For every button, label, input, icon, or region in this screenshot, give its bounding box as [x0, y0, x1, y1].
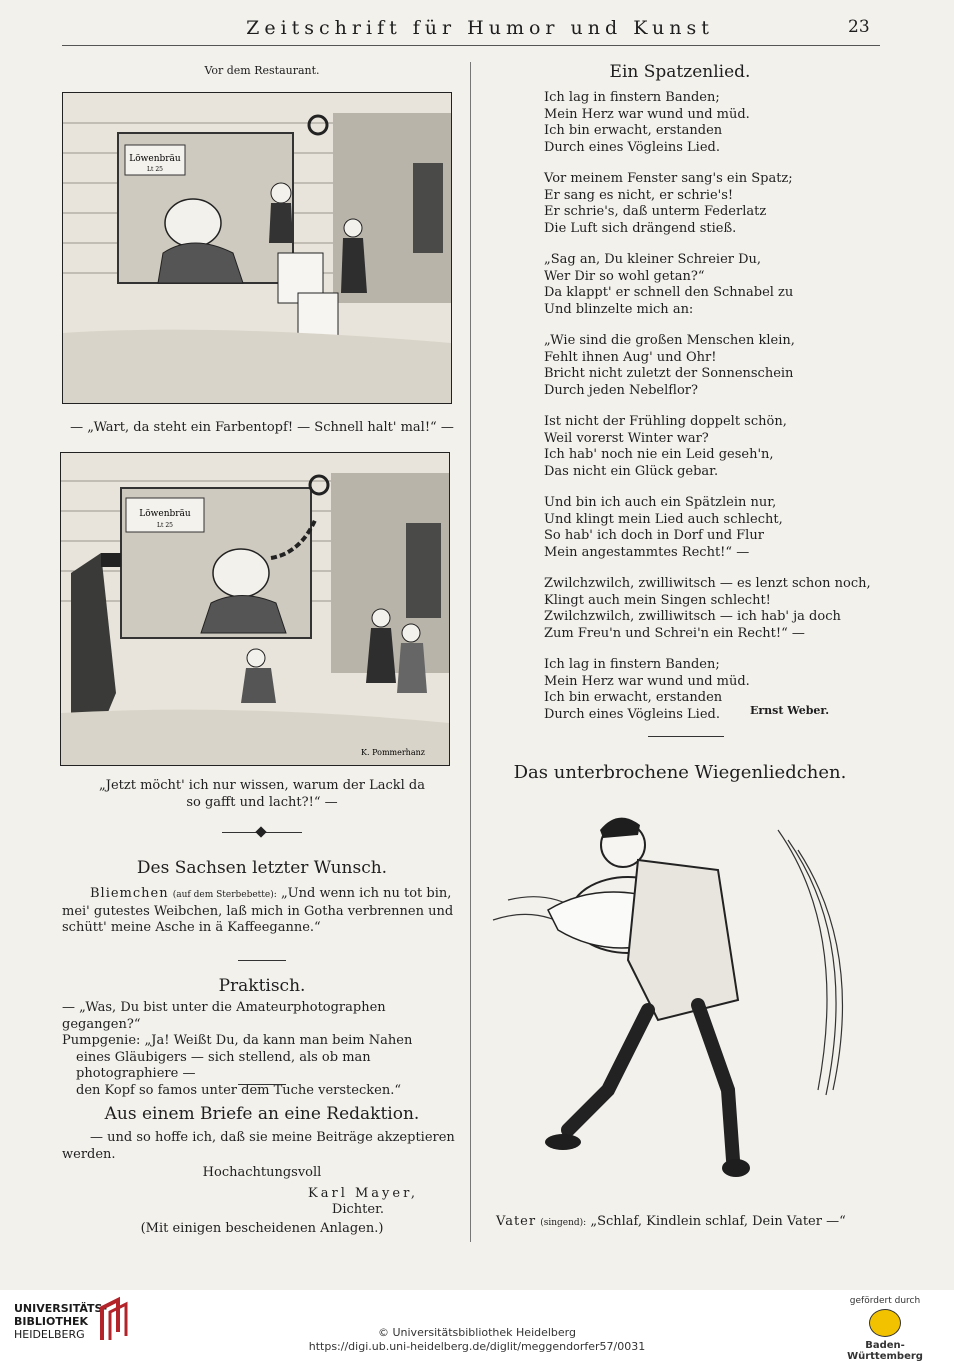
running-title: Zeitschrift für Humor und Kunst	[246, 17, 714, 39]
poem-line: Durch eines Vögleins Lied.	[544, 139, 720, 155]
ornament-diamond	[255, 826, 266, 837]
column-divider	[470, 62, 471, 1242]
brief-line-2: werden.	[62, 1146, 116, 1162]
poem-stanza	[544, 252, 864, 318]
poem-stanza	[544, 171, 864, 237]
poem-line: Da klappt' er schnell den Schnabel zu	[544, 285, 794, 300]
brief-role: Dichter.	[331, 1202, 384, 1217]
poem-line: Ich hab' noch nie ein Leid geseh'n,	[544, 447, 774, 462]
brief-line-1: — und so hoffe ich, daß sie meine Beiträge akzeptieren	[90, 1130, 455, 1145]
poem-line: Zwilchzwilch, zwilliwitsch — ich hab' ja doch	[544, 609, 841, 624]
poem-line: Zum Freu'n und Schrei'n ein Recht!“ —	[544, 625, 805, 641]
sachsen-heading: Des Sachsen letzter Wunsch.	[136, 858, 388, 878]
poem-line: Wer Dir so wohl getan?“	[544, 268, 705, 284]
poem-line: Bricht nicht zuletzt der Sonnenschein	[544, 366, 794, 381]
poem-line: Zwilchzwilch, zwilliwitsch — es lenzt schon noch,	[544, 576, 871, 591]
poem-heading: Ein Spatzenlied.	[609, 62, 751, 82]
brief-greeting: Hochachtungsvoll	[202, 1165, 322, 1180]
poem-stanza	[544, 90, 864, 156]
footer-copyright-block	[300, 1326, 654, 1354]
cartoon-drawing-2	[61, 453, 449, 765]
illus2-sign-text: Löwenbräu	[139, 509, 191, 519]
cartoon-illustration-1	[62, 92, 452, 404]
poem-line: Und blinzelte mich an:	[544, 301, 694, 317]
poem-stanza	[544, 495, 864, 561]
wiegen-speaker: Vater	[496, 1214, 537, 1229]
sachsen-text	[62, 886, 462, 937]
illus1-sign-text: Löwenbräu	[129, 154, 181, 164]
sachsen-speaker: Bliemchen	[90, 886, 169, 901]
poem-line: „Sag an, Du kleiner Schreier Du,	[544, 252, 762, 267]
poem-line: Mein angestammtes Recht!“ —	[544, 544, 750, 560]
poem-stanza	[544, 414, 864, 480]
poem-body	[544, 90, 871, 738]
bw-state-name: Baden-Württemberg	[847, 1340, 923, 1362]
poem-line: Durch eines Vögleins Lied.	[544, 706, 720, 722]
poem-line: Ich bin erwacht, erstanden	[544, 123, 723, 138]
sachsen-stage-direction: (auf dem Sterbebette):	[172, 890, 277, 900]
ub-logo-text	[14, 1302, 107, 1341]
poem-line: Klingt auch mein Singen schlecht!	[544, 592, 771, 608]
poem-line: „Wie sind die großen Menschen klein,	[544, 333, 795, 348]
poem-author: Ernst Weber.	[750, 704, 830, 717]
cartoon-caption-2-line1: „Jetzt möcht' ich nur wissen, warum der Lackl da	[99, 778, 425, 793]
poem-line: Die Luft sich drängend stieß.	[544, 220, 737, 236]
poem-line: Ich bin erwacht, erstanden	[544, 690, 723, 705]
short-rule-2	[238, 1084, 286, 1085]
short-rule-1	[238, 960, 286, 961]
bw-coat-of-arms-icon	[869, 1309, 901, 1337]
copyright-text: © Universitätsbibliothek Heidelberg	[377, 1326, 576, 1339]
poem-line: Vor meinem Fenster sang's ein Spatz;	[544, 171, 793, 186]
source-url-link[interactable]: https://digi.ub.uni-heidelberg.de/diglit/meggendorfer57/0031	[308, 1340, 646, 1353]
praktisch-line-2: Pumpgenie: „Ja! Weißt Du, da kann man beim Nahen	[62, 1033, 413, 1048]
header-rule	[62, 45, 880, 46]
brief-note: (Mit einigen bescheidenen Anlagen.)	[140, 1220, 384, 1236]
cartoon-caption-1: — „Wart, da steht ein Farbentopf! — Schnell halt' mal!“ —	[70, 420, 454, 435]
poem-end-rule	[648, 736, 724, 737]
ub-line-1: UNIVERSITÄTS-	[14, 1302, 108, 1315]
sachsen-line-3: schütt' meine Asche in ä Kaffeeganne.“	[62, 920, 321, 935]
praktisch-line-4: den Kopf so famos unter dem Tuche verstecken.“	[76, 1082, 401, 1098]
cartoon-caption-2-line2: so gafft und lacht?!“ —	[186, 795, 338, 810]
illus2-sign-sub: Lt 25	[157, 522, 173, 529]
ub-line-3: HEIDELBERG	[14, 1328, 85, 1341]
poem-line: So hab' ich doch in Dorf und Flur	[544, 528, 764, 543]
poem-line: Ich lag in finstern Banden;	[544, 657, 720, 672]
brief-name: Karl Mayer,	[308, 1185, 418, 1201]
poem-line: Und bin ich auch ein Spätzlein nur,	[544, 495, 777, 510]
page-number: 23	[848, 17, 870, 37]
poem-line: Er sang es nicht, er schrie's!	[544, 187, 734, 203]
brief-text	[62, 1130, 462, 1237]
poem-line: Fehlt ihnen Aug' und Ohr!	[544, 349, 717, 365]
poem-line: Das nicht ein Glück gebar.	[544, 463, 719, 479]
praktisch-heading: Praktisch.	[218, 976, 306, 996]
poem-stanza	[544, 576, 871, 642]
praktisch-line-3: eines Gläubigers — sich stellend, als ob man photographiere —	[76, 1049, 371, 1081]
poem-line: Ist nicht der Frühling doppelt schön,	[544, 414, 787, 429]
wiegen-heading: Das unterbrochene Wiegenliedchen.	[513, 762, 847, 783]
wiegen-caption	[496, 1214, 886, 1232]
poem-line: Ich lag in finstern Banden;	[544, 90, 720, 105]
father-drawing	[488, 790, 868, 1190]
poem-line: Weil vorerst Winter war?	[544, 430, 709, 446]
poem-stanza	[544, 333, 864, 399]
poem-line: Er schrie's, daß unterm Federlatz	[544, 204, 767, 219]
poem-line: Durch jeden Nebelflor?	[544, 382, 698, 398]
funded-by-text: gefördert durch	[849, 1296, 921, 1306]
poem-line: Mein Herz war wund und müd.	[544, 673, 750, 689]
wiegen-stage-direction: (singend):	[540, 1218, 587, 1228]
brief-heading: Aus einem Briefe an eine Redaktion.	[104, 1104, 420, 1124]
illus2-artist-signature: K. Pommerhanz	[361, 748, 425, 757]
cartoon-subtitle: Vor dem Restaurant.	[204, 64, 320, 77]
wiegen-text: „Schlaf, Kindlein schlaf, Dein Vater —“	[590, 1214, 846, 1229]
sachsen-line-1: „Und wenn ich nu tot bin,	[280, 886, 452, 901]
illus1-sign-sub: Lt 25	[147, 166, 163, 173]
poem-line: Mein Herz war wund und müd.	[544, 106, 750, 122]
praktisch-line-1: — „Was, Du bist unter die Amateurphotographen gegangen?“	[62, 1000, 386, 1032]
poem-line: Und klingt mein Lied auch schlecht,	[544, 511, 783, 527]
sachsen-line-2: mei' gutestes Weibchen, laß mich in Gotha verbrennen und	[62, 903, 454, 919]
father-illustration	[488, 790, 868, 1190]
cartoon-drawing-1	[63, 93, 451, 403]
funding-block	[830, 1296, 940, 1362]
cartoon-illustration-2	[60, 452, 450, 766]
ub-logo-icon	[98, 1296, 134, 1344]
ub-line-2: BIBLIOTHEK	[14, 1315, 89, 1328]
